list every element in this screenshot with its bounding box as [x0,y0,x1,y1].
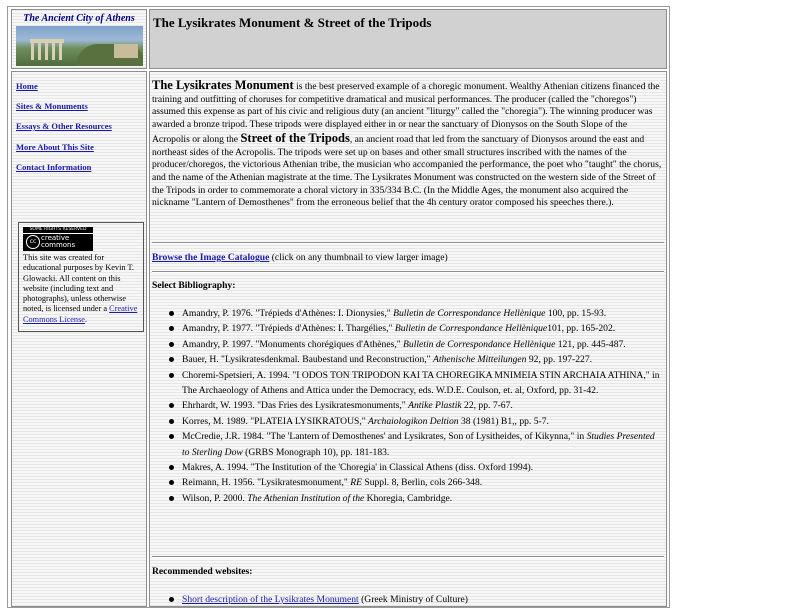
bibliography-item [182,368,664,399]
citation-details: (GRBS Monograph 10), pp. 181-183. [242,446,390,458]
cc-icon: cc [26,235,40,249]
intro-text-2: , an ancient road that led from the sanctuary of Dionysos around the east and northeast sides of the Acropolis. The tripods were set up on bases and other small structures inscribed with the names of the producer/choregos, the victorious Athenian tribe, the musician who accompanied the performance, the poet who "taught" the chorus, and the name of the Athenian magistrate at the time. The Lysikrates Monument was constructed on the western side of the Street of the Tripods in order to commemorate a choral victory in 335/334 B.C. (In the Middle Ages, the monument also acquired the nickname "Lantern of Demosthenes" from the erroneous belief that the 4h century orator composed his speeches there.). [152,133,662,209]
intro-text-1: is the best preserved example of a choregic monument. Wealthy Athenian citizens financed the training and outfitting of choruses for competitive dramatical and musical performances. The producer (called the "choregos") assumed this expense as part of his civic and religious duty (an ancient "liturgy" called the "choregia"). The winning producer was awarded a bronze tripod. These tripods were displayed either in or near the sanctuary of Dionysos on the South Slope of the Acropolis or along the [152,81,660,145]
license-box [18,222,144,332]
bibliography-heading: Select Bibliography: [152,280,236,291]
citation-text: Amandry, P. 1976. "Trépieds d'Athènes: I. Dionysies," [182,308,394,319]
nav-link-about[interactable]: More About This Site [16,142,94,152]
site-logo-caption: The Ancient City of Athens [23,13,135,24]
badge-top-text: SOME RIGHTS RESERVED [23,227,93,234]
page-title: The Lysikrates Monument & Street of the Tripods [153,15,432,30]
website-link[interactable]: Short description of the Lysikrates Monument [182,594,359,605]
license-text [23,253,141,325]
browse-note: (click on any thumbnail to view larger image) [269,252,448,263]
citation-title: Bulletin de Correspondance Hellènique [393,308,546,319]
citation-text: Bauer, H. "Lysikratesdenkmal. Baubestand und Reconstruction," [182,354,433,366]
nav-link-home[interactable]: Home [16,81,38,91]
intro-paragraph [152,79,665,210]
citation-text: Wilson, P. 2000. [182,492,248,504]
citation-text: Ehrhardt, W. 1993. "Das Fries des Lysikratesmonuments," [182,400,409,412]
logo-cell [11,9,147,69]
bibliography-list [182,306,664,506]
websites-list [182,592,664,607]
nav-link-sites-monuments[interactable]: Sites & Monuments [16,101,88,111]
citation-details: Suppl. 8, Berlin, cols 266-348. [361,477,483,489]
bibliography-item [182,429,664,460]
bibliography-item [182,491,664,506]
citation-text: Choremi-Spetsieri, A. 1994. "I ODOS TON TRIPODON KAI TA CHOREGIKA MNIMEIA STIN ARCHAIA ATHINA," in The Archaeology of Athens and Attica under the Democracy, eds. W.D.E. Coulson, et. al, Oxford, pp. 31-42. [182,369,660,397]
divider [152,556,664,558]
citation-text: Korres, M. 1989. "PLATEIA LYSIKRATOUS," [182,415,369,427]
main-content [149,71,667,607]
citation-title: Athenische Mitteilungen [432,354,527,366]
license-body: This site was created for educational purposes by Kevin T. Glowacki. All content on this website (including text and photographs), unless otherwise noted, is licensed under a [23,253,134,314]
license-end: . [85,314,88,324]
creative-commons-badge[interactable] [23,227,93,251]
term-lysikrates: The Lysikrates Monument [152,78,294,92]
bibliography-item [182,475,664,490]
citation-text: McCredie, J.R. 1984. "The 'Lantern of Demosthenes' and Lysikrates, Son of Lysitheides, of Kikynna," in [182,431,587,443]
citation-title: Bulletin de Correspondance Hellènique [403,338,556,350]
website-note: (Greek Ministry of Culture) [358,594,468,605]
page-frame [7,6,670,608]
creative-commons-link[interactable]: Creative Commons License [23,304,138,324]
citation-details: 101, pp. 165-202. [547,323,616,335]
browse-line [152,252,448,263]
citation-text: Reimann, H. 1956. "Lysikratesmonument," [182,477,351,489]
website-item [182,592,664,607]
image-catalogue-link[interactable]: Browse the Image Catalogue [152,252,270,263]
badge-name: creative commons [41,234,76,249]
divider [152,271,664,273]
citation-details: 121, pp. 445-487. [555,338,626,350]
citation-title: Bulletin de Correspondance Hellènique [394,323,548,335]
citation-title: RE [350,477,362,489]
site-logo-image[interactable] [16,26,143,66]
citation-title: Antike Plastik [408,400,462,412]
citation-text: Amandry, P. 1977. "Trépieds d'Athènes: I. Thargélies," [182,323,395,335]
citation-details: 100, pp. 15-93. [545,308,607,319]
bibliography-item [182,321,664,336]
title-cell [149,9,667,69]
bibliography-item [182,460,664,475]
citation-details: 92, pp. 197-227. [526,354,593,366]
citation-text: Makres, A. 1994. "The Institution of the 'Choregia' in Classical Athens (diss. Oxford 1994). [182,462,534,474]
divider [152,242,664,244]
sidebar-nav [11,71,147,607]
bibliography-item [182,398,664,413]
citation-details: Khoregia, Cambridge. [364,492,453,504]
bibliography-item [182,414,664,429]
nav-link-contact[interactable]: Contact Information [16,162,92,172]
term-street-tripods: Street of the Tripods [240,130,350,145]
citation-title: Studies Presented to Sterling Dow [182,431,655,458]
bibliography-item [182,337,664,352]
bibliography-item [182,306,664,321]
websites-heading: Recommended websites: [152,566,253,577]
nav-link-essays[interactable]: Essays & Other Resources [16,121,112,131]
citation-text: Amandry, P. 1997. "Monuments chorégiques d'Athènes," [182,338,404,350]
citation-details: 38 (1981) B1,, pp. 5-7. [458,415,549,427]
citation-title: Archaiologikon Deltion [368,415,459,427]
citation-details: 22, pp. 7-67. [461,400,513,412]
citation-title: The Athenian Institution of the [247,492,365,504]
bibliography-item [182,352,664,367]
